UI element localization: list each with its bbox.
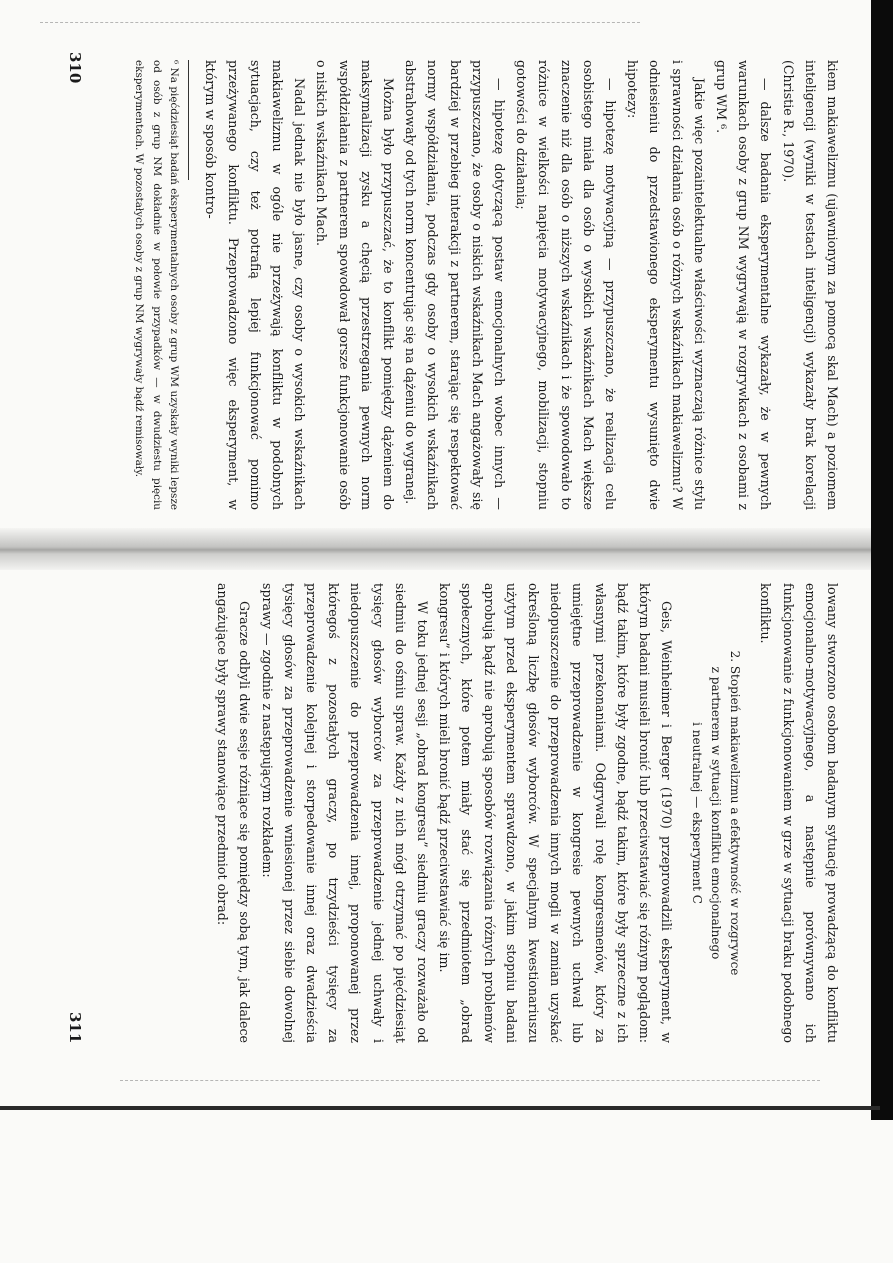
page-311 (43, 583, 843, 1043)
paragraph: kiem makiawelizmu (ujawnionym za pomocą skal Mach) a poziomem inteligencji (wyniki w testach inteligencji) wykazały brak korelacji (Christie R., 1970). (780, 60, 840, 510)
section-heading-line: 2. Stopień makiawelizmu a efektywność w rozgrywce (728, 650, 743, 976)
page-number-right: 311 (66, 1012, 84, 1044)
section-heading-line: z partnerem w sytuacji konfliktu emocjonalnego (709, 666, 724, 960)
page-310 (43, 60, 843, 510)
section-heading (687, 583, 744, 1043)
paragraph: Można było przypuszczać, że to konflikt pomiędzy dążeniem do maksymalizacji zysku a chęcią przestrzegania pewnych norm współdziałania z partnerem spowodował gorsze funkcjonowanie osób o niskich wskaźnikach Mach. (314, 60, 396, 510)
paragraph: lowany stworzono osobom badanym sytuację prowadzącą do konfliktu emocjonalno-motywacyjnego, a następnie porównywano ich funkcjonowanie z funkcjonowaniem w grze w sytuacji braku podobnego konfliktu. (758, 583, 840, 1043)
scan-border-bottom (0, 1106, 880, 1110)
paragraph: Jakie więc pozaintelektualne właściwości wyznaczają różnice stylu i sprawności działania osób o różnych wskaźnikach makiawelizmu? W odniesieniu do przedstawionego eksperymentu wysunięto dwie hipotezy: (625, 60, 707, 510)
paragraph: — hipotezę dotyczącą postaw emocjonalnych wobec innych — przypuszczano, że osoby o niskich wskaźnikach Mach angażowały się bardziej w przebieg interakcji z partnerem, starając się respektować normy współdziałania, podczas gdy osoby o wysokich wskaźnikach abstrahowały od tych norm koncentrując się na dążeniu do wygranej. (403, 60, 507, 510)
scan-noise-top (40, 22, 640, 23)
page-number-left: 310 (66, 52, 84, 84)
scan-border-right (871, 0, 893, 1120)
footnote: ⁶ Na pięćdziesiąt badań eksperymentalnych osoby z grup WM uzyskały wyniki lepsze od osób z grup NM dokładnie w połowie przypadków — w dwudziestu pięciu eksperymentach. W pozostałych osoby z grup NM wygrywały bądź remisowały. (133, 60, 181, 510)
paragraph: Geis, Weinheimer i Berger (1970) przeprowadzili eksperyment, w którym badani musieli bronić lub przeciwstawiać się różnym poglądom: bądź takim, które były zgodne, bądź takim, które były sprzeczne z ich własnymi przekonaniami. Odgrywali rolę kongresmenów, który za umiejętne przeprowadzenie w kongresie pewnych uchwał lub niedopuszczenie do przeprowadzenia innych mogli w zamian uzyskać określoną liczbę głosów wyborców. W specjalnym kwestionariuszu użytym przed eksperymentem sprawdzono, w jakim stopniu badani aprobują bądź nie aprobują sposobów rozwiązania różnych problemów społecznych, które potem miały stać się przedmiotem „obrad kongresu” i których mieli bronić bądź przeciwstawiać się im. (437, 583, 675, 1043)
paragraph: — dalsze badania eksperymentalne wykazały, że w pewnych warunkach osoby z grup NM wygrywają w rozgrywkach z osobami z grup WM ⁶. (713, 60, 774, 510)
footnote-divider (188, 60, 189, 180)
paragraph: W toku jednej sesji „obrad kongresu” siedmiu graczy rozważało od siedmiu do ośmiu spraw. Każdy z nich mógł otrzymać po pięćdziesiąt tysięcy głosów wyborców za przeprowadzenie jednej uchwały i niedopuszczenie do przeprowadzenia innej, proponowanej przez któregoś z pozostałych graczy, po trzydzieści tysięcy za przeprowadzenie kolejnej i storpedowanie innej oraz dwadzieścia tysięcy głosów za przeprowadzenie wniesionej przez siebie dowolnej sprawy — zgodnie z następującym rozkładem: (259, 583, 430, 1043)
paragraph: Nadal jednak nie było jasne, czy osoby o wysokich wskaźnikach makiawelizmu w ogóle nie przeżywają konfliktu w podobnych sytuacjach, czy też potrafią lepiej funkcjonować pomimo przeżywanego konfliktu. Przeprowadzono więc eksperyment, w którym w sposób kontro- (203, 60, 308, 510)
scan-noise-bottom (120, 1080, 820, 1081)
section-heading-line: i neutralnej — eksperyment C (690, 722, 705, 904)
paragraph: — hipotezę motywacyjną — przypuszczano, że realizacja celu osobistego miała dla osób o wysokich wskaźnikach Mach większe znaczenie niż dla osób o niższych wskaźnikach i że spowodowało to różnice w wielkości napięcia motywacyjnego, mobilizacji, stopniu gotowości do działania; (514, 60, 618, 510)
book-spine-shadow (0, 528, 880, 570)
paragraph: Gracze odbyli dwie sesje różniące się pomiędzy sobą tym, jak dalece angażujące były sprawy stanowiące przedmiot obrad: (215, 583, 253, 1043)
